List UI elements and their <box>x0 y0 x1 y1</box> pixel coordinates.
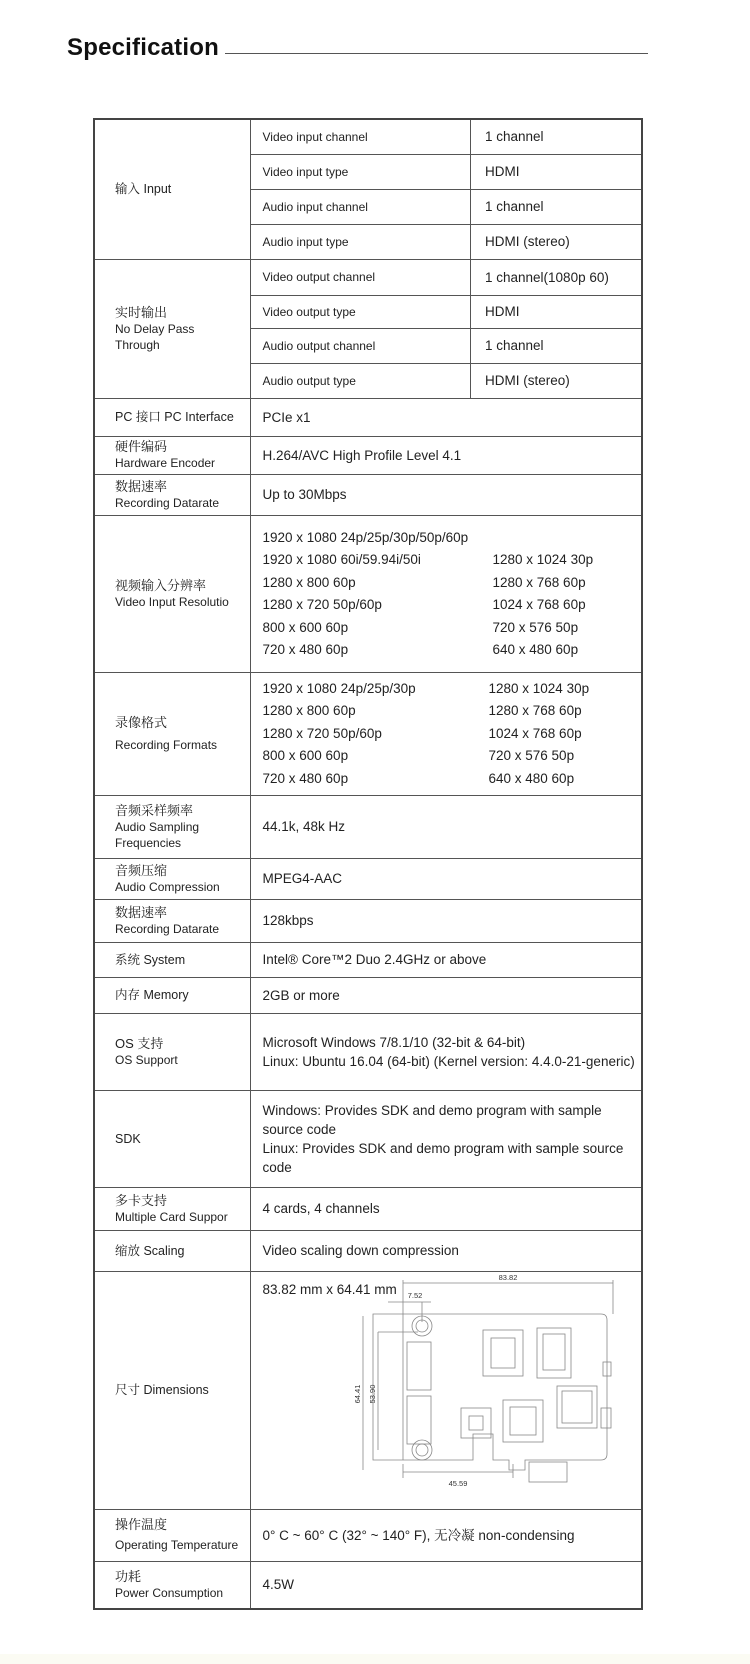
video-input-resolution-label <box>94 515 250 672</box>
svg-text:83.82: 83.82 <box>498 1272 517 1282</box>
spec-name: Audio input channel <box>250 189 471 224</box>
audio-sampling-value: 44.1k, 48k Hz <box>250 795 642 858</box>
spec-value: HDMI (stereo) <box>471 224 643 259</box>
table-row <box>94 1013 642 1090</box>
table-row <box>94 474 642 515</box>
label-en: Hardware Encoder <box>115 456 216 470</box>
spec-name: Video output channel <box>250 259 471 295</box>
spec-value: 1 channel <box>471 119 643 154</box>
audio-sampling-label <box>94 795 250 858</box>
resolution-item: 1024 x 768 60p <box>492 597 586 612</box>
audio-compression-value: MPEG4-AAC <box>250 858 642 899</box>
resolution-item: 720 x 480 60p <box>262 642 349 657</box>
format-item: 1280 x 768 60p <box>488 703 582 719</box>
label-cn: 功耗 <box>115 1568 142 1584</box>
operating-temperature-label <box>94 1509 250 1561</box>
pc-interface-label: PC 接口 PC Interface <box>94 398 250 436</box>
table-row <box>94 1187 642 1230</box>
label-cn: 视频输入分辨率 <box>115 577 207 593</box>
table-row <box>94 398 642 436</box>
label-cn: 多卡支持 <box>115 1192 168 1208</box>
label-en: Multiple Card Suppor <box>115 1209 228 1224</box>
format-item: 1280 x 1024 30p <box>488 680 590 696</box>
format-item: 720 x 576 50p <box>488 748 575 764</box>
recording-datarate-label <box>94 474 250 515</box>
resolution-item: 800 x 600 60p <box>262 619 349 635</box>
hardware-encoder-value: H.264/AVC High Profile Level 4.1 <box>250 436 642 474</box>
label-en: No Delay Pass Through <box>115 321 195 352</box>
label-en: Recording Formats <box>115 737 218 752</box>
recording-formats-list <box>250 672 642 795</box>
section-header <box>67 34 647 70</box>
table-row <box>94 1509 642 1561</box>
label-en: Operating Temperature <box>115 1538 239 1552</box>
hardware-encoder-label <box>94 436 250 474</box>
table-row <box>94 858 642 899</box>
table-row <box>94 1230 642 1271</box>
page-title: Specification <box>67 34 219 61</box>
format-item: 1280 x 800 60p <box>262 703 356 719</box>
resolution-item: 1280 x 768 60p <box>492 574 586 590</box>
title-divider <box>225 53 648 54</box>
power-value: 4.5W <box>250 1561 642 1609</box>
format-item: 1280 x 720 50p/60p <box>262 725 382 741</box>
label-en: Audio Compression <box>115 879 220 894</box>
dimensions-cell <box>250 1271 642 1509</box>
operating-temperature-value: 0° C ~ 60° C (32° ~ 140° F), 无冷凝 non-condensing <box>250 1509 642 1561</box>
table-row <box>94 977 642 1013</box>
dimensions-value: 83.82 mm x 64.41 mm <box>262 1281 397 1297</box>
format-item: 1920 x 1080 24p/25p/30p <box>262 680 416 696</box>
table-row <box>94 1271 642 1509</box>
resolution-item: 1920 x 1080 24p/25p/30p/50p/60p <box>262 529 469 545</box>
sdk-label: SDK <box>94 1090 250 1187</box>
label-en: Audio Sampling Frequencies <box>115 819 200 850</box>
spec-name: Audio output type <box>250 363 471 398</box>
recording-formats-label <box>94 672 250 795</box>
label-en: Video Input Resolutio <box>115 594 229 609</box>
audio-datarate-label <box>94 899 250 942</box>
video-input-resolution-list <box>250 515 642 672</box>
multi-card-label <box>94 1187 250 1230</box>
label-en: Power Consumption <box>115 1585 224 1600</box>
label-en: Recording Datarate <box>115 495 220 510</box>
memory-label: 内存 Memory <box>94 977 250 1013</box>
table-row <box>94 259 642 295</box>
table-row <box>94 1561 642 1609</box>
os-support-label <box>94 1013 250 1090</box>
output-group-label <box>94 259 250 398</box>
label-cn: OS 支持 <box>115 1035 164 1051</box>
system-value: Intel® Core™2 Duo 2.4GHz or above <box>250 942 642 977</box>
audio-compression-label <box>94 858 250 899</box>
spec-table <box>93 118 643 1610</box>
resolution-item: 1280 x 1024 30p <box>492 552 594 567</box>
spec-name: Video input type <box>250 154 471 189</box>
spec-value: HDMI <box>471 295 643 328</box>
table-row <box>94 119 642 154</box>
label-cn: 数据速率 <box>115 478 168 494</box>
svg-text:53.90: 53.90 <box>367 1384 377 1403</box>
label-cn: 录像格式 <box>115 714 168 730</box>
label-cn: 实时输出 <box>115 304 168 320</box>
sdk-line: Windows: Provides SDK and demo program with sample source code <box>262 1102 602 1137</box>
resolution-item: 640 x 480 60p <box>492 642 579 657</box>
os-support-value <box>250 1013 642 1090</box>
table-row <box>94 795 642 858</box>
format-item: 720 x 480 60p <box>262 770 349 786</box>
svg-text:45.59: 45.59 <box>448 1478 467 1488</box>
audio-datarate-value: 128kbps <box>250 899 642 942</box>
spec-value: HDMI (stereo) <box>471 363 643 398</box>
input-group-label: 输入 Input <box>94 119 250 259</box>
page-footer-band <box>0 1654 750 1664</box>
resolution-item: 1280 x 800 60p <box>262 574 356 590</box>
label-cn: 硬件编码 <box>115 439 168 454</box>
resolution-item: 1280 x 720 50p/60p <box>262 597 382 612</box>
dimensions-label: 尺寸 Dimensions <box>94 1271 250 1509</box>
table-row <box>94 942 642 977</box>
label-cn: 音频压缩 <box>115 862 168 878</box>
spec-name: Video input channel <box>250 119 471 154</box>
svg-text:64.41: 64.41 <box>352 1384 362 1403</box>
format-item: 1024 x 768 60p <box>488 725 582 741</box>
system-label: 系统 System <box>94 942 250 977</box>
format-item: 640 x 480 60p <box>488 770 575 786</box>
table-row <box>94 1090 642 1187</box>
table-row <box>94 515 642 672</box>
table-row <box>94 436 642 474</box>
recording-datarate-value: Up to 30Mbps <box>250 474 642 515</box>
spec-value: 1 channel <box>471 328 643 363</box>
os-line: Microsoft Windows 7/8.1/10 (32-bit & 64-bit) <box>262 1034 526 1050</box>
svg-text:7.52: 7.52 <box>407 1290 422 1300</box>
pcb-drawing-icon <box>352 1272 621 1504</box>
spec-value: 1 channel(1080p 60) <box>471 259 643 295</box>
spec-name: Audio input type <box>250 224 471 259</box>
label-cn: 数据速率 <box>115 904 168 920</box>
scaling-value: Video scaling down compression <box>250 1230 642 1271</box>
label-cn: 音频采样频率 <box>115 802 194 818</box>
power-label <box>94 1561 250 1609</box>
spec-value: HDMI <box>471 154 643 189</box>
sdk-value <box>250 1090 642 1187</box>
label-en: OS Support <box>115 1052 178 1067</box>
scaling-label: 缩放 Scaling <box>94 1230 250 1271</box>
label-cn: 操作温度 <box>115 1517 168 1532</box>
table-row <box>94 899 642 942</box>
label-en: Recording Datarate <box>115 921 220 936</box>
spec-name: Video output type <box>250 295 471 328</box>
sdk-line: Linux: Provides SDK and demo program with sample source code <box>262 1140 624 1175</box>
format-item: 800 x 600 60p <box>262 748 349 764</box>
resolution-item: 1920 x 1080 60i/59.94i/50i <box>262 552 421 567</box>
spec-name: Audio output channel <box>250 328 471 363</box>
memory-value: 2GB or more <box>250 977 642 1013</box>
multi-card-value: 4 cards, 4 channels <box>250 1187 642 1230</box>
resolution-item: 720 x 576 50p <box>492 619 579 635</box>
pc-interface-value: PCIe x1 <box>250 398 642 436</box>
os-line: Linux: Ubuntu 16.04 (64-bit) (Kernel version: 4.4.0-21-generic) <box>262 1053 635 1069</box>
spec-value: 1 channel <box>471 189 643 224</box>
table-row <box>94 672 642 795</box>
